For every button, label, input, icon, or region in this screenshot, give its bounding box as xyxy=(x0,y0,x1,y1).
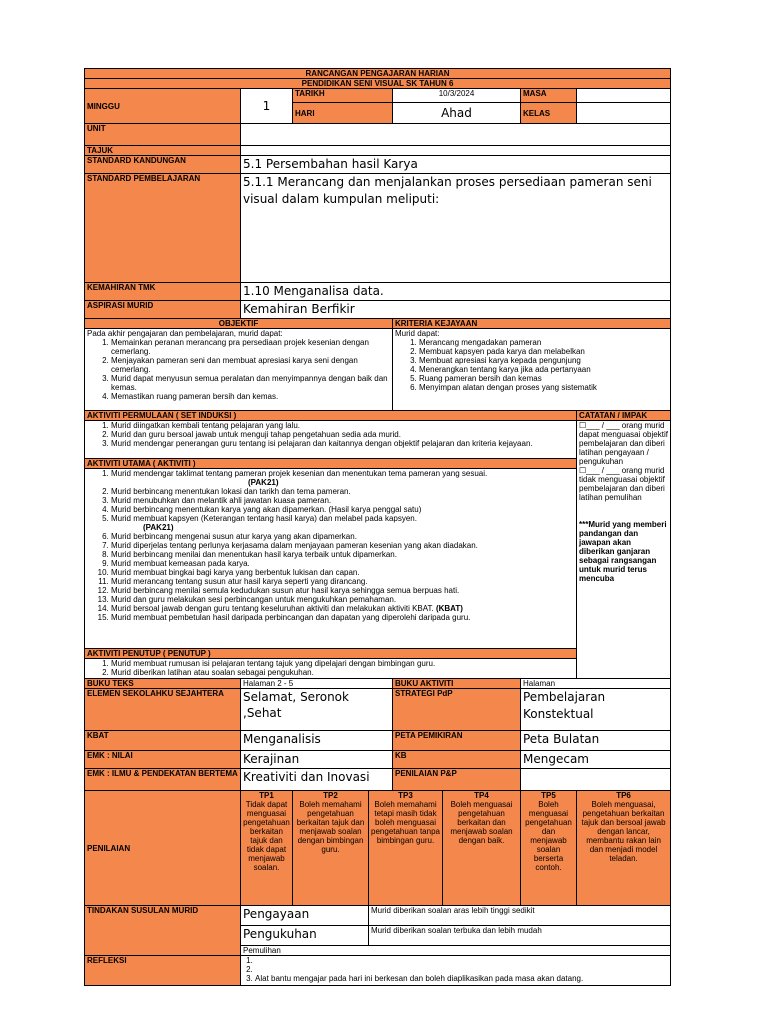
utama-header: AKTIVITI UTAMA ( AKTIVITI ) xyxy=(85,459,577,469)
list-item: 12. Murid berbincang menilai semula kedudukan susun atur hasil karya sehingga semua berpuas hati. xyxy=(111,586,574,595)
tp-cell xyxy=(577,791,671,906)
list-item: 3. Murid mendengar penerangan guru tentang isi pelajaran dan kaitannya dengan objektif pelajaran dan kriteria kejayaan. xyxy=(111,439,574,448)
tp-cell xyxy=(443,791,521,906)
kelas-label: KELAS xyxy=(521,103,577,124)
list-item: 5. Murid membuat kapsyen (Keterangan tentang hasil karya) dan melabel pada kapsyen. (PAK21) xyxy=(111,514,574,532)
kb-value: Mengecam xyxy=(521,751,671,769)
emk-nilai-label: EMK : NILAI xyxy=(85,751,241,769)
penilaian-pp-value xyxy=(521,769,671,791)
list-item xyxy=(255,956,668,965)
penutup-list xyxy=(87,659,574,677)
list-item: 4. Memastikan ruang pameran bersih dan kemas. xyxy=(111,392,390,401)
tajuk-label: TAJUK xyxy=(85,146,241,156)
kriteria-header: KRITERIA KEJAYAAN xyxy=(393,319,671,329)
tp-cell xyxy=(293,791,369,906)
lesson-plan-document xyxy=(84,68,670,986)
minggu-value: 1 xyxy=(241,89,293,124)
tp-desc: Tidak dapat menguasai pengetahuan berkaitan tajuk dan tidak dapat menjawab soalan. xyxy=(243,800,290,872)
pak21-tag: (PAK21) xyxy=(143,523,174,532)
catatan-header: CATATAN / IMPAK xyxy=(577,411,671,421)
penutup-header: AKTIVITI PENUTUP ( PENUTUP ) xyxy=(85,649,577,659)
tmk-label: KEMAHIRAN TMK xyxy=(85,283,241,301)
lesson-plan-table xyxy=(84,68,671,986)
aspirasi-label: ASPIRASI MURID xyxy=(85,301,241,319)
tp-desc: Boleh menguasai pengetahuan dan menjawab soalan berserta contoh. xyxy=(525,800,572,872)
pengukuhan-label: Pengukuhan xyxy=(241,926,369,946)
refleksi-content xyxy=(241,956,671,986)
list-item: 2. Menjayakan pameran seni dan membuat apresiasi karya seni dengan cemerlang. xyxy=(111,356,390,374)
kb-label: KB xyxy=(393,751,521,769)
list-item: 1. Murid membuat rumusan isi pelajaran tentang tajuk yang dipelajari dengan bimbingan guru. xyxy=(111,659,574,668)
list-item: 1. Memainkan peranan merancang pra persediaan projek kesenian dengan cemerlang. xyxy=(111,338,390,356)
list-item: 10. Murid membuat bingkai bagi karya yang berbentuk lukisan dan capan. xyxy=(111,568,574,577)
list-item: 6. Menyimpan alatan dengan proses yang sistematik xyxy=(419,383,668,392)
sk-value: 5.1 Persembahan hasil Karya xyxy=(241,156,671,174)
tp-heading: TP2 xyxy=(323,791,338,800)
peta-value: Peta Bulatan xyxy=(521,731,671,751)
list-item: 7. Murid diperjelas tentang perlunya kerjasama dalam menjayaan pameran kesenian yang akan diadakan. xyxy=(111,541,574,550)
objektif-content xyxy=(85,329,393,411)
permulaan-header: AKTIVITI PERMULAAN ( SET INDUKSI ) xyxy=(85,411,577,421)
kbat-value: Menganalisis xyxy=(241,731,393,751)
minggu-label: MINGGU xyxy=(85,89,241,124)
list-item: 4. Murid berbincang menentukan karya yang akan dipamerkan. (Hasil karya penggal satu) xyxy=(111,505,574,514)
list-item: 3. Membuat apresiasi karya kepada pengunjung xyxy=(419,356,668,365)
pengayaan-label: Pengayaan xyxy=(241,906,369,926)
refleksi-label: REFLEKSI xyxy=(85,956,241,986)
penutup-content xyxy=(85,659,577,679)
list-item: 2. Murid berbincang menentukan lokasi dan tarikh dan tema pameran. xyxy=(111,487,574,496)
tajuk-value xyxy=(241,146,671,156)
hari-label: HARI xyxy=(293,103,393,124)
utama-content xyxy=(85,469,577,649)
list-item: 4. Menerangkan tentang karya jika ada pertanyaan xyxy=(419,365,668,374)
list-item: 1. Murid diingatkan kembali tentang pelajaran yang lalu. xyxy=(111,421,574,430)
strategi-label: STRATEGI PdP xyxy=(393,689,521,731)
tp-desc: Boleh menguasai, pengetahuan berkaitan tajuk dan bersoal jawab dengan lancar, membantu rakan lain dan menjadi model teladan. xyxy=(581,800,666,863)
tp-desc: Boleh memahami pengetahuan berkaitan tajuk dan menjawab soalan dengan bimbingan guru. xyxy=(296,800,365,854)
list-item: 1. Merancang mengadakan pameran xyxy=(419,338,668,347)
pengayaan-desc: Murid diberikan soalan aras lebih tinggi sedikit xyxy=(369,906,671,926)
tp-cell xyxy=(369,791,443,906)
strategi-value: Pembelajaran Konstektual xyxy=(521,689,671,731)
emk-ilmu-value: Kreativiti dan Inovasi xyxy=(241,769,393,791)
tmk-value: 1.10 Menganalisa data. xyxy=(241,283,671,301)
list-item: 8. Murid berbincang menilai dan menentukan hasil karya terbaik untuk dipamerkan. xyxy=(111,550,574,559)
pemulihan-label: Pemulihan xyxy=(241,946,671,956)
list-item: 3. Alat bantu mengajar pada hari ini berkesan dan boleh diaplikasikan pada masa akan datang. xyxy=(255,974,668,983)
permulaan-content xyxy=(85,421,577,459)
penilaian-pp-label: PENILAIAN P&P xyxy=(393,769,521,791)
list-item: 2. Membuat kapsyen pada karya dan melabelkan xyxy=(419,347,668,356)
objektif-header: OBJEKTIF xyxy=(85,319,393,329)
buku-teks-label: BUKU TEKS xyxy=(85,679,241,689)
refleksi-list xyxy=(243,956,668,983)
kelas-value xyxy=(577,103,671,124)
hari-value: Ahad xyxy=(393,103,521,124)
buku-aktiviti-label: BUKU AKTIVITI xyxy=(393,679,521,689)
tp-heading: TP4 xyxy=(474,791,489,800)
buku-aktiviti-value: Halaman xyxy=(521,679,671,689)
masa-label: MASA xyxy=(521,89,577,103)
pengukuhan-desc: Murid diberikan soalan terbuka dan lebih mudah xyxy=(369,926,671,946)
list-item: 15. Murid membuat pembetulan hasil daripada perbincangan dan dapatan yang diperolehi daripada guru. xyxy=(111,613,574,622)
eks-label: ELEMEN SEKOLAHKU SEJAHTERA xyxy=(85,689,241,731)
list-item: 13. Murid dan guru melakukan sesi perbincangan untuk mengukuhkan pemahaman. xyxy=(111,595,574,604)
kbat-tag: (KBAT) xyxy=(435,604,463,613)
unit-value xyxy=(241,124,671,146)
list-item: 2. Murid dan guru bersoal jawab untuk menguji tahap pengetahuan sedia ada murid. xyxy=(111,430,574,439)
kriteria-intro: Murid dapat: xyxy=(395,329,440,338)
tp-desc: Boleh menguasai pengetahuan berkaitan dan menjawab soalan dengan baik. xyxy=(450,800,513,845)
tp-heading: TP3 xyxy=(398,791,413,800)
tindakan-label: TINDAKAN SUSULAN MURID xyxy=(85,906,241,956)
list-item: 3. Murid menubuhkan dan melantik ahli jawatan kuasa pameran. xyxy=(111,496,574,505)
list-item: 14. Murid bersoal jawab dengan guru tentang keseluruhan aktiviti dan melakukan aktiviti KBAT. (KBAT) xyxy=(111,604,574,613)
emk-ilmu-label: EMK : ILMU & PENDEKATAN BERTEMA xyxy=(85,769,241,791)
sk-label: STANDARD KANDUNGAN xyxy=(85,156,241,174)
tp-cell xyxy=(241,791,293,906)
penilaian-label: PENILAIAN xyxy=(85,791,241,906)
peta-label: PETA PEMIKIRAN xyxy=(393,731,521,751)
utama-list xyxy=(87,469,574,622)
list-item: 9. Murid membuat kemeasan pada karya. xyxy=(111,559,574,568)
catatan-tidak-menguasai: ☐___ / ___ orang murid tidak menguasai objektif pembelajaran dan diberi latihan pemulihan xyxy=(579,466,665,502)
kriteria-list xyxy=(395,338,668,392)
kriteria-content xyxy=(393,329,671,411)
plan-title: RANCANGAN PENGAJARAN HARIAN xyxy=(85,69,671,79)
tp-cell xyxy=(521,791,577,906)
tarikh-value: 10/3/2024 xyxy=(393,89,521,103)
objektif-intro: Pada akhir pengajaran dan pembelajaran, murid dapat: xyxy=(87,329,283,338)
tp-heading: TP1 xyxy=(259,791,274,800)
list-item: 6. Murid berbincang mengenai susun atur karya yang akan dipamerkan. xyxy=(111,532,574,541)
tp-heading: TP6 xyxy=(616,791,631,800)
sp-value: 5.1.1 Merancang dan menjalankan proses persediaan pameran seni visual dalam kumpulan meliputi: xyxy=(241,174,671,283)
list-item xyxy=(255,965,668,974)
sp-label: STANDARD PEMBELAJARAN xyxy=(85,174,241,283)
masa-value xyxy=(577,89,671,103)
list-item: 5. Ruang pameran bersih dan kemas xyxy=(419,374,668,383)
list-item: 2. Murid diberikan latihan atau soalan sebagai pengukuhan. xyxy=(111,668,574,677)
buku-teks-value: Halaman 2 - 5 xyxy=(241,679,393,689)
pak21-tag: (PAK21) xyxy=(248,478,279,487)
catatan-content xyxy=(577,421,671,679)
eks-value: Selamat, Seronok ,Sehat xyxy=(241,689,393,731)
emk-nilai-value: Kerajinan xyxy=(241,751,393,769)
tp-desc: Boleh memahami tetapi masih tidak boleh menguasai pengetahuan tanpa bimbingan guru. xyxy=(371,800,440,845)
list-item: 3. Murid dapat menyusun semua peralatan dan menyimpannya dengan baik dan kemas. xyxy=(111,374,390,392)
list-item: 11. Murid merancang tentang susun atur hasil karya seperti yang dirancang. xyxy=(111,577,574,586)
unit-label: UNIT xyxy=(85,124,241,146)
plan-subject: PENDIDIKAN SENI VISUAL SK TAHUN 6 xyxy=(85,79,671,89)
objektif-list xyxy=(87,338,390,401)
aspirasi-value: Kemahiran Berfikir xyxy=(241,301,671,319)
catatan-note: ***Murid yang memberi pandangan dan jawapan akan diberikan ganjaran sebagai rangsangan untuk murid terus mencuba xyxy=(579,520,667,583)
catatan-menguasai: ☐___ / ___ orang murid dapat menguasai objektif pembelajaran dan diberi latihan pengayaan / pengukuhan xyxy=(579,421,668,466)
permulaan-list xyxy=(87,421,574,448)
tarikh-label: TARIKH xyxy=(293,89,393,103)
tp-heading: TP5 xyxy=(541,791,556,800)
list-item: 1. Murid mendengar taklimat tentang pameran projek kesenian dan menentukan tema pameran yang sesuai. (PAK21) xyxy=(111,469,574,487)
kbat-label: KBAT xyxy=(85,731,241,751)
